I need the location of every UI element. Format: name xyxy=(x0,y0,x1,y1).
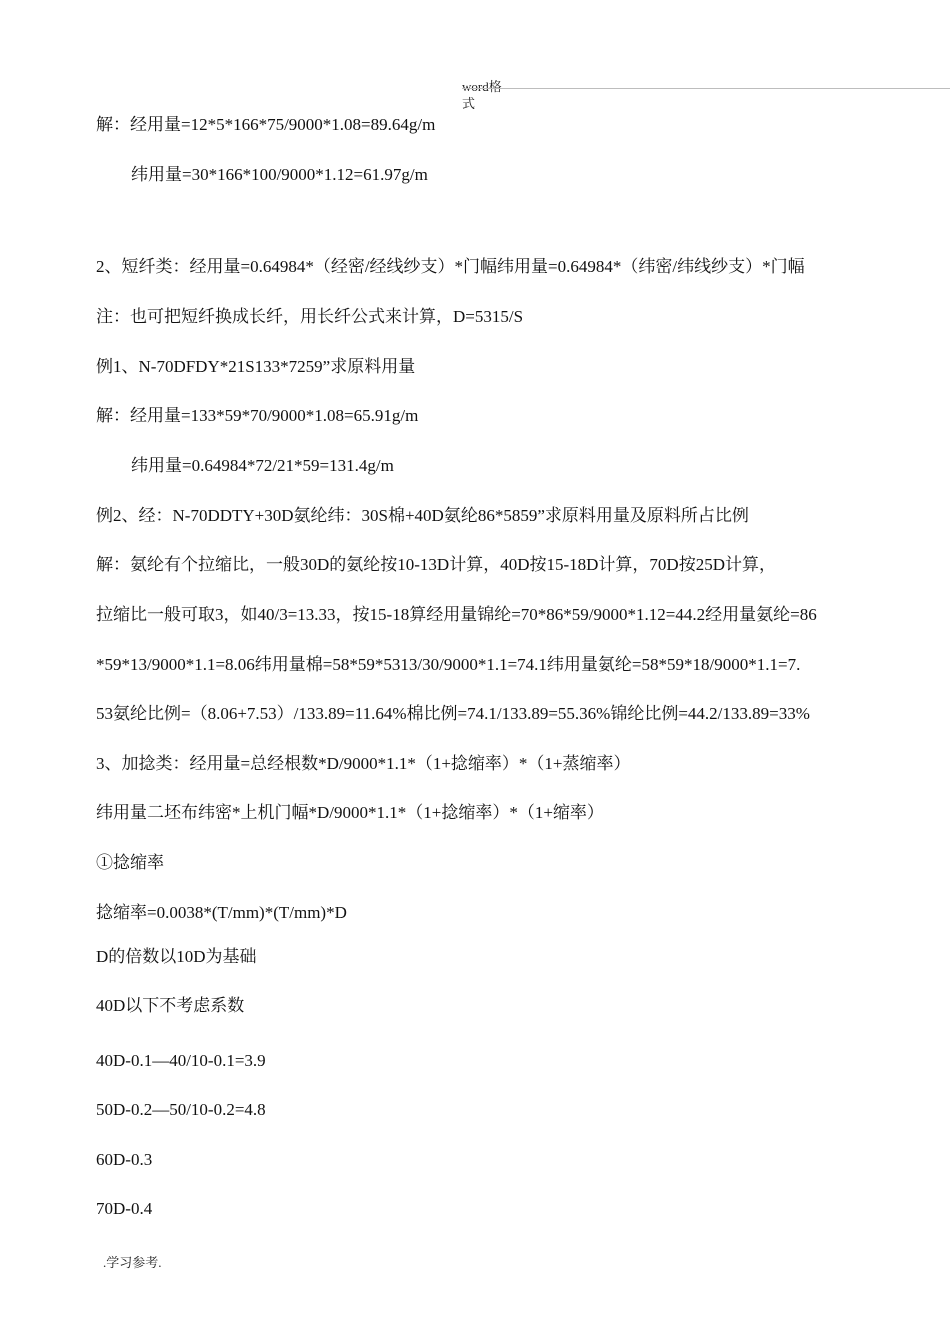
text-line-16: 捻缩率=0.0038*(T/mm)*(T/mm)*D xyxy=(96,903,347,922)
text-line-15: ①捻缩率 xyxy=(96,853,164,872)
text-line-5: 例1、N-70DFDY*21S133*7259”求原料用量 xyxy=(96,357,416,376)
text-line-2: 纬用量=30*166*100/9000*1.12=61.97g/m xyxy=(131,165,428,184)
text-line-4: 注：也可把短纤换成长纤，用长纤公式来计算，D=5315/S xyxy=(96,307,524,326)
page-header-text: word格式 xyxy=(462,79,502,111)
text-line-9: 解：氨纶有个拉缩比，一般30D的氨纶按10-13D计算，40D按15-18D计算，70D按25D计算， xyxy=(96,555,776,574)
text-line-6: 解：经用量=133*59*70/9000*1.08=65.91g/m xyxy=(96,406,419,425)
page-footer-text: .学习参考. xyxy=(103,1255,162,1270)
text-line-8: 例2、经：N-70DDTY+30D氨纶纬：30S棉+40D氨纶86*5859”求原料用量及原料所占比例 xyxy=(96,506,749,525)
text-line-12: 53氨纶比例=（8.06+7.53）/133.89=11.64%棉比例=74.1/133.89=55.36%锦纶比例=44.2/133.89=33% xyxy=(96,704,810,723)
text-line-18: 40D以下不考虑系数 xyxy=(96,996,245,1015)
text-line-13: 3、加捻类：经用量=总经根数*D/9000*1.1*（1+捻缩率）*（1+蒸缩率） xyxy=(96,754,631,773)
text-line-11: *59*13/9000*1.1=8.06纬用量棉=58*59*5313/30/9000*1.1=74.1纬用量氨纶=58*59*18/9000*1.1=7. xyxy=(96,655,801,674)
text-line-17: D的倍数以10D为基础 xyxy=(96,947,257,966)
text-line-14: 纬用量二坯布纬密*上机门幅*D/9000*1.1*（1+捻缩率）*（1+缩率） xyxy=(96,803,604,822)
text-line-20: 50D-0.2—50/10-0.2=4.8 xyxy=(96,1100,266,1119)
text-line-22: 70D-0.4 xyxy=(96,1199,153,1218)
text-line-19: 40D-0.1—40/10-0.1=3.9 xyxy=(96,1051,266,1070)
header-rule xyxy=(462,88,950,89)
text-line-7: 纬用量=0.64984*72/21*59=131.4g/m xyxy=(131,456,394,475)
text-line-21: 60D-0.3 xyxy=(96,1150,153,1169)
text-line-1: 解：经用量=12*5*166*75/9000*1.08=89.64g/m xyxy=(96,115,436,134)
text-line-10: 拉缩比一般可取3，如40/3=13.33，按15-18算经用量锦纶=70*86*59/9000*1.12=44.2经用量氨纶=86 xyxy=(96,605,817,624)
text-line-3: 2、短纤类：经用量=0.64984*（经密/经线纱支）*门幅纬用量=0.64984*（纬密/纬线纱支）*门幅 xyxy=(96,257,805,276)
